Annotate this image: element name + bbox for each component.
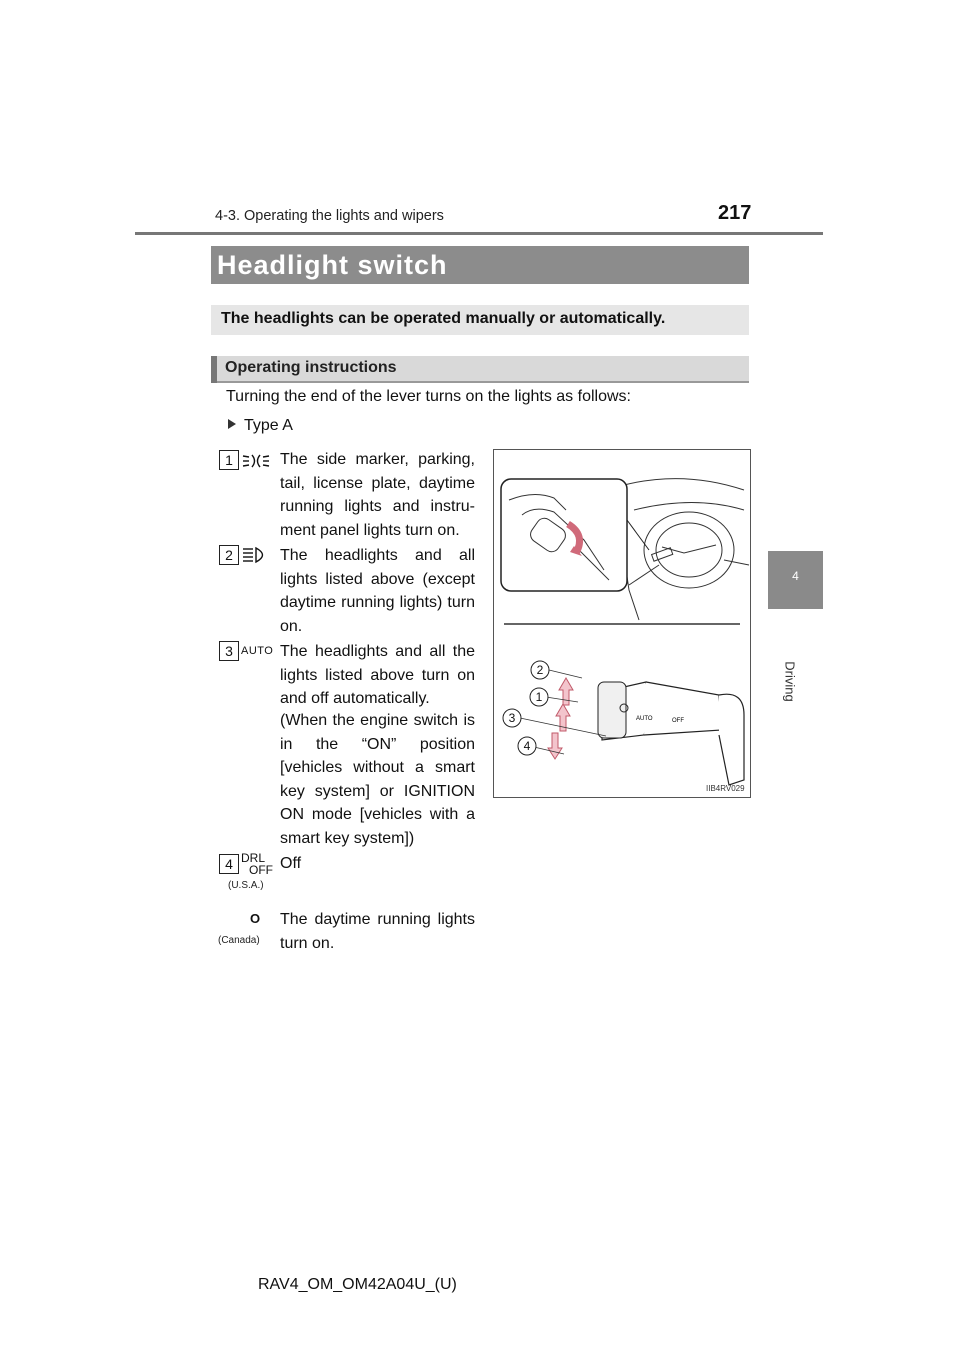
canada-note: (Canada) [218, 935, 260, 946]
item-1-description: The side marker, parking, tail, license plate, daytime running lights and instru-ment panel lights turn on. [280, 451, 475, 539]
item-4-description: Off [280, 855, 302, 872]
section-title: 4-3. Operating the lights and wipers [215, 208, 444, 224]
page-number: 217 [718, 202, 752, 224]
item-number: 3 [219, 641, 239, 661]
intro-box [211, 305, 749, 335]
subsection-bar [211, 356, 749, 383]
chapter-tab[interactable] [768, 551, 823, 609]
header-rule [135, 232, 823, 235]
headlight-icon [242, 546, 270, 564]
off-label: OFF [672, 718, 684, 724]
instruction-text: Turning the end of the lever turns on the lights as follows: [226, 388, 631, 405]
triangle-bullet-icon [228, 419, 236, 429]
headlight-switch-figure [493, 449, 751, 798]
subsection-title: Operating instructions [225, 359, 397, 376]
auto-text-icon: AUTO [241, 645, 274, 657]
callout-4: 4 [523, 739, 531, 753]
item-3-note: (When the engine switch is in the “ON” position [vehicles without a smart key system] or IGNITION ON mode [vehicles with a smart key system]) [280, 712, 475, 847]
off-circle-icon: O [250, 911, 261, 926]
type-label: Type A [228, 417, 293, 435]
item-number: 4 [219, 854, 239, 874]
auto-label: AUTO [636, 716, 653, 722]
canada-description: The daytime running lights turn on. [280, 911, 475, 952]
chapter-label: Driving [782, 661, 798, 702]
usa-note: (U.S.A.) [228, 880, 264, 891]
side-marker-lights-icon [242, 452, 270, 470]
drl-off-icon: DRL OFF [241, 851, 273, 877]
item-2-description: The headlights and all lights listed above (except daytime running lights) turn on. [280, 547, 475, 635]
item-3-description: The headlights and all the lights listed above turn on and off automatically. [280, 643, 475, 707]
page-title: Headlight switch [217, 250, 448, 280]
callout-1: 1 [535, 690, 543, 704]
page-title-bar [211, 246, 749, 284]
subsection-marker [211, 356, 217, 383]
chapter-number: 4 [792, 569, 799, 583]
intro-text: The headlights can be operated manually or automatically. [221, 310, 666, 327]
callout-3: 3 [508, 711, 516, 725]
item-number: 1 [219, 450, 239, 470]
figure-code: IIB4RV029 [706, 784, 745, 793]
headlight-switch-illustration [494, 450, 750, 797]
footer-doc-code: RAV4_OM_OM42A04U_(U) [258, 1276, 457, 1293]
item-number: 2 [219, 545, 239, 565]
callout-2: 2 [536, 663, 544, 677]
